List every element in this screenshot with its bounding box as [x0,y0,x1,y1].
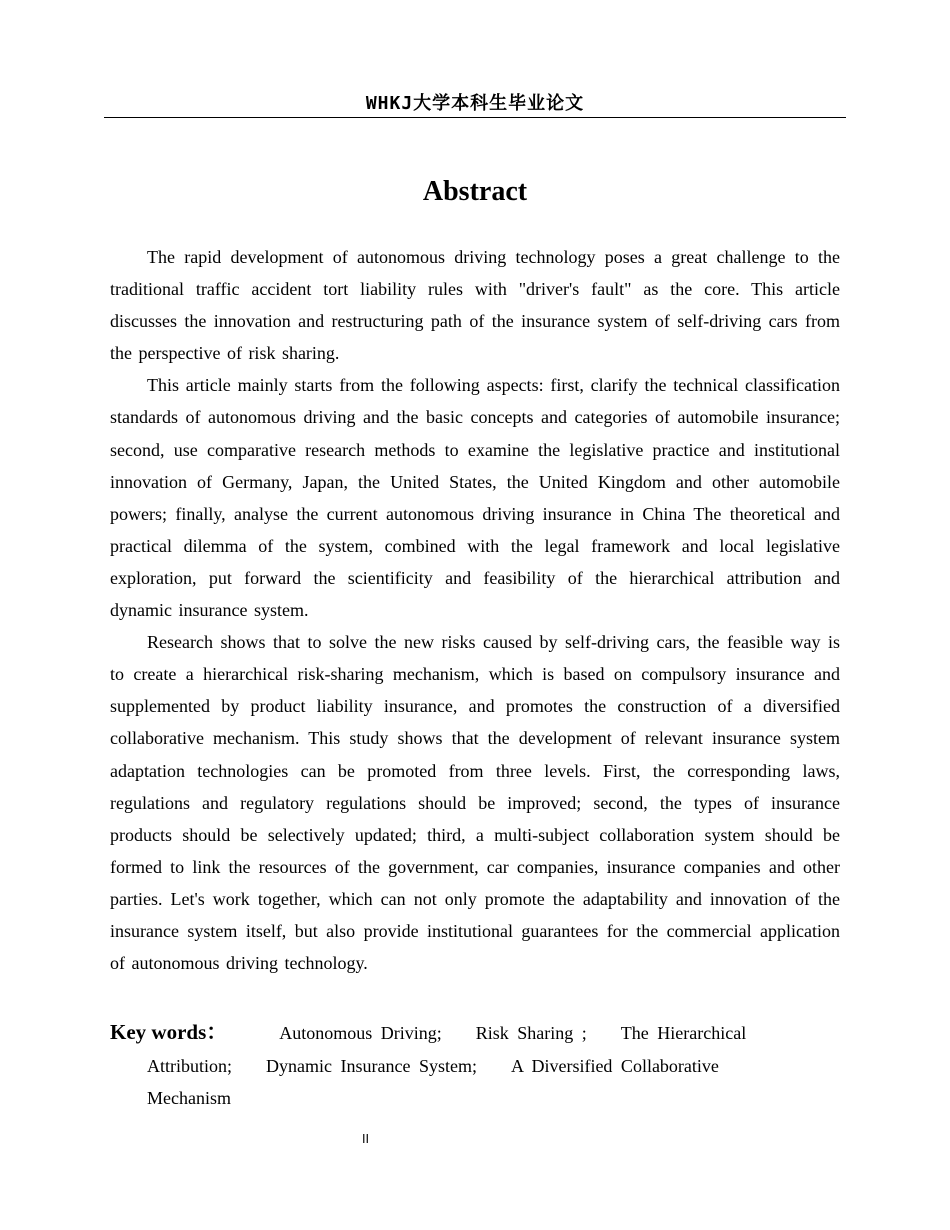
keywords-label: Key words： [110,1020,228,1044]
keyword-item: The Hierarchical [620,1023,747,1043]
keyword-item: Attribution; [147,1055,232,1076]
keywords-line-1 [110,1016,770,1050]
keywords-line-2 [110,1050,770,1083]
keyword-item: Autonomous Driving; [279,1023,442,1043]
keywords-section [110,1016,770,1115]
abstract-paragraph-2: This article mainly starts from the following aspects: first, clarify the technical classification standards of autonomous driving and the basic concepts and categories of automobile insurance; second, use comparative research methods to examine the legislative practice and institutional innovation of Germany, Japan, the United States, the United Kingdom and other automobile powers; finally, analyse the current autonomous driving insurance in China The theoretical and practical dilemma of the system, combined with the legal framework and local legislative exploration, put forward the scientificity and feasibility of the hierarchical attribution and dynamic insurance system. [110,375,840,621]
keyword-item: A Diversified Collaborative [510,1055,719,1076]
header-title: WHKJ大学本科生毕业论文 [365,93,585,114]
page-number: II [362,1132,370,1146]
keyword-item: Mechanism [147,1088,231,1108]
keywords-line-3 [110,1082,770,1115]
keyword-item: Dynamic Insurance System; [266,1055,477,1076]
keyword-item: Risk Sharing ; [475,1023,587,1043]
abstract-paragraph-1: The rapid development of autonomous driving technology poses a great challenge to the traditional traffic accident tort liability rules with "driver's fault" as the core. This article discusses the innovation and restructuring path of the insurance system of self-driving cars from the perspective of risk sharing. [110,247,840,364]
abstract-title: Abstract [422,176,528,207]
abstract-body [110,241,840,979]
page-header [104,90,846,118]
abstract-paragraph-3: Research shows that to solve the new risks caused by self-driving cars, the feasible way is to create a hierarchical risk-sharing mechanism, which is based on compulsory insurance and supplemented by product liability insurance, and promotes the construction of a diversified collaborative mechanism. This study shows that the development of relevant insurance system adaptation technologies can be promoted from three levels. First, the corresponding laws, regulations and regulatory regulations should be improved; second, the types of insurance products should be selectively updated; third, a multi-subject collaboration system should be formed to link the resources of the government, car companies, insurance companies and other parties. Let's work together, which can not only promote the adaptability and innovation of the insurance system itself, but also provide institutional guarantees for the commercial application of autonomous driving technology. [110,632,840,974]
